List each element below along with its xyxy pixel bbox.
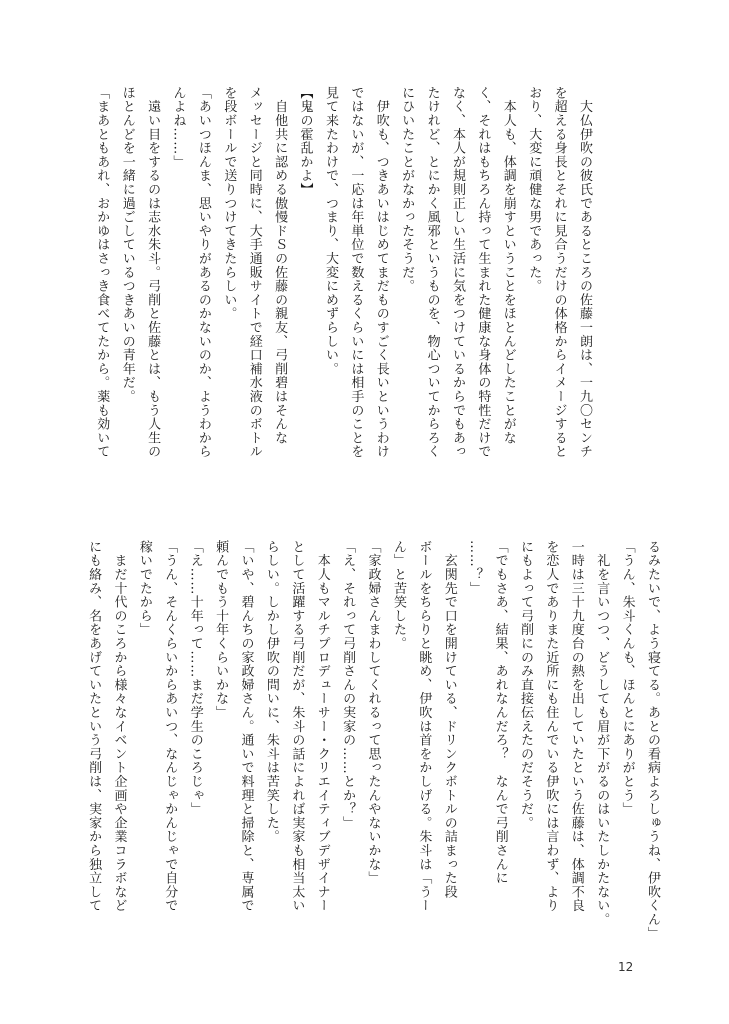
- text-column: 見て来たわけで、つまり、大変にめずらしい。: [322, 86, 338, 376]
- page-number: 12: [618, 960, 634, 974]
- text-column: 「いや、碧んちの家政婦さん。通いで料理と掃除と、専属で: [238, 540, 254, 913]
- text-column: 稼いでたから」: [136, 540, 152, 637]
- text-column: るみたいで、よう寝てる。あとの看病よろしゅうね、伊吹くん」: [645, 540, 660, 941]
- text-column: 【鬼の霍乱かよ】: [297, 86, 313, 197]
- text-column: 伊吹も、つきあいはじめてまだものすごく長いというわけ: [373, 86, 389, 459]
- text-column: にもよって弓削にのみ直接伝えたのだそうだ。: [517, 540, 533, 830]
- text-column: にも絡み、名をあげていたという弓削は、実家から独立して: [86, 540, 102, 913]
- text-column: として活躍する弓削だが、朱斗の話によれば実家も相当太い: [289, 540, 305, 913]
- text-column: たけれど、とにかく風邪というものを、物心ついてからろく: [424, 86, 440, 459]
- text-column: メッセージと同時に、大手通販サイトで経口補水液のボトル: [246, 86, 262, 459]
- text-column: 玄関先で口を開けている、ドリンクボトルの詰まった段: [441, 540, 457, 899]
- text-column: 「え、それって弓削さんの実家の……とか？」: [340, 540, 356, 830]
- text-column: ではないが、一応は年単位で数えるくらいには相手のことを: [348, 86, 364, 459]
- text-column: 「え……十年って……まだ学生のころじゃ」: [187, 540, 203, 816]
- text-column: 大仏伊吹の彼氏であるところの佐藤一朗は、一九〇センチ: [577, 86, 592, 459]
- text-column: 「家政婦さんまわしてくれるって思ったんやないかな」: [365, 540, 381, 885]
- text-column: ん」と苦笑した。: [390, 540, 406, 651]
- text-column: ほとんどを一緒に過ごしているつきあいの青年だ。: [119, 86, 135, 404]
- text-column: 自他共に認める傲慢ドＳの佐藤の親友、弓削碧はそんな: [272, 86, 288, 445]
- text-column: まだ十代のころから様々なイベント企画や企業コラボなど: [111, 540, 127, 913]
- text-column: く、それはもちろん持って生まれた健康な身体の特性だけで: [475, 86, 491, 459]
- text-column: 本人もマルチプロデューサー・クリエイティブデザイナー: [314, 540, 330, 913]
- text-column: 礼を言いつつ、どうしても眉が下がるのはいたしかたない。: [594, 540, 610, 927]
- text-column: 頼んでもう十年くらいかな」: [213, 540, 229, 720]
- text-column: ボールをちらりと眺め、伊吹は首をかしげる。朱斗は「うー: [416, 540, 432, 913]
- upper-text-block: [94, 86, 597, 504]
- text-column: んよね……」: [170, 86, 186, 169]
- text-column: 「うん、朱斗くんも、ほんとにありがとう」: [619, 540, 635, 816]
- text-column: 遠い目をするのは志水朱斗。弓削と佐藤とは、もう人生の: [145, 86, 161, 459]
- text-column: おり、大変に頑健な男であった。: [526, 86, 542, 293]
- text-column: 一時は三十九度台の熱を出していたという佐藤は、体調不良: [568, 540, 584, 913]
- text-column: ……？」: [467, 540, 483, 596]
- lower-text-block: [86, 540, 665, 958]
- text-column: らしい。しかし伊吹の問いに、朱斗は苦笑した。: [263, 540, 279, 844]
- text-column: を恋人でありまた近所にも住んでいる伊吹には言わず、より: [543, 540, 559, 913]
- text-column: 「うん、そんくらいからあいつ、なんじゃかんじゃで自分で: [162, 540, 178, 913]
- text-column: 「まあともあれ、おかゆはさっき食べてたから。薬も効いて: [94, 86, 110, 459]
- text-column: 「でもさあ、結果、あれなんだろ？ なんで弓削さんに: [492, 540, 508, 885]
- text-column: 本人も、体調を崩すということをほとんどしたことがな: [500, 86, 516, 445]
- text-column: にひいたことがなかったそうだ。: [399, 86, 415, 293]
- text-column: 「あいつほんま、思いやりがあるのかないのか、ようわから: [195, 86, 211, 459]
- text-column: を超える身長とそれに見合うだけの体格からイメージすると: [551, 86, 567, 459]
- text-column: を段ボールで送りつけてきたらしい。: [221, 86, 237, 321]
- text-column: なく、本人が規則正しい生活に気をつけているからでもあっ: [449, 86, 465, 459]
